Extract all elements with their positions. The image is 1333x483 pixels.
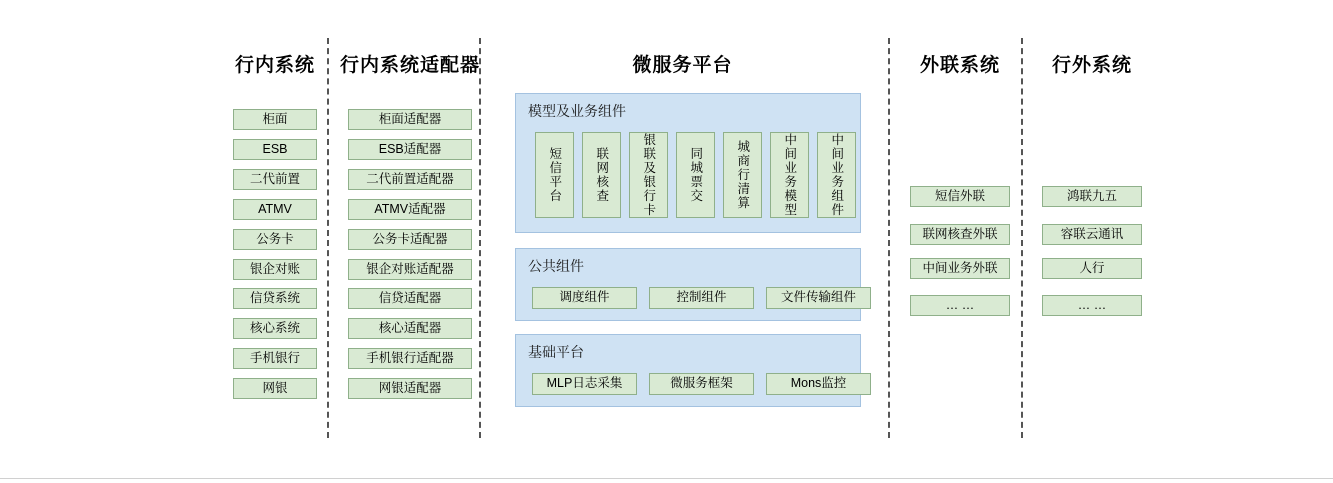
chip-base-2[interactable]: Mons监控	[766, 373, 871, 395]
chip-adapter-5[interactable]: 银企对账适配器	[348, 259, 472, 280]
column-internal-systems	[215, 0, 335, 483]
chip-external-link-0[interactable]: 短信外联	[910, 186, 1010, 207]
column-microservice-platform	[495, 0, 870, 483]
chip-common-2[interactable]: 文件传输组件	[766, 287, 871, 309]
chip-external-0[interactable]: 鸿联九五	[1042, 186, 1142, 207]
column-adapters	[340, 0, 480, 483]
divider-1	[327, 38, 329, 438]
chip-internal-9[interactable]: 网银	[233, 378, 317, 399]
divider-2	[479, 38, 481, 438]
chip-internal-7[interactable]: 核心系统	[233, 318, 317, 339]
column-title-platform: 微服务平台	[632, 55, 733, 76]
chip-internal-0[interactable]: 柜面	[233, 109, 317, 130]
chip-external-3[interactable]: … …	[1042, 295, 1142, 316]
chip-base-1[interactable]: 微服务框架	[649, 373, 754, 395]
chip-internal-8[interactable]: 手机银行	[233, 348, 317, 369]
vchip-model-5[interactable]: 中间业务模型	[770, 132, 809, 218]
chip-external-link-3[interactable]: … …	[910, 295, 1010, 316]
panel-label-common-components: 公共组件	[528, 258, 584, 274]
chip-internal-4[interactable]: 公务卡	[233, 229, 317, 250]
chip-common-0[interactable]: 调度组件	[532, 287, 637, 309]
chip-internal-1[interactable]: ESB	[233, 139, 317, 160]
chip-adapter-3[interactable]: ATMV适配器	[348, 199, 472, 220]
chip-adapter-4[interactable]: 公务卡适配器	[348, 229, 472, 250]
chip-internal-2[interactable]: 二代前置	[233, 169, 317, 190]
chip-internal-5[interactable]: 银企对账	[233, 259, 317, 280]
chip-common-1[interactable]: 控制组件	[649, 287, 754, 309]
chip-internal-6[interactable]: 信贷系统	[233, 288, 317, 309]
vchip-model-2[interactable]: 银联及银行卡	[629, 132, 668, 218]
chip-external-link-2[interactable]: 中间业务外联	[910, 258, 1010, 279]
divider-3	[888, 38, 890, 438]
chip-adapter-8[interactable]: 手机银行适配器	[348, 348, 472, 369]
column-external-link-systems	[900, 0, 1020, 483]
chip-adapter-6[interactable]: 信贷适配器	[348, 288, 472, 309]
chip-adapter-9[interactable]: 网银适配器	[348, 378, 472, 399]
column-external-systems	[1032, 0, 1152, 483]
panel-common-components	[515, 248, 861, 321]
chip-base-0[interactable]: MLP日志采集	[532, 373, 637, 395]
vchip-model-4[interactable]: 城商行清算	[723, 132, 762, 218]
panel-label-base-platform: 基础平台	[528, 344, 584, 360]
column-title-internal-systems: 行内系统	[234, 55, 315, 76]
column-title-external-link: 外联系统	[919, 55, 1000, 76]
chip-external-1[interactable]: 容联云通讯	[1042, 224, 1142, 245]
column-title-adapters: 行内系统适配器	[340, 55, 481, 76]
chip-internal-3[interactable]: ATMV	[233, 199, 317, 220]
panel-label-model-business-components: 模型及业务组件	[528, 103, 626, 119]
bottom-divider	[0, 478, 1333, 479]
chip-adapter-7[interactable]: 核心适配器	[348, 318, 472, 339]
column-title-external-systems: 行外系统	[1051, 55, 1132, 76]
panel-base-platform	[515, 334, 861, 407]
chip-adapter-0[interactable]: 柜面适配器	[348, 109, 472, 130]
chip-adapter-1[interactable]: ESB适配器	[348, 139, 472, 160]
chip-external-link-1[interactable]: 联网核查外联	[910, 224, 1010, 245]
divider-4	[1021, 38, 1023, 438]
vchip-model-1[interactable]: 联网核查	[582, 132, 621, 218]
vchip-model-6[interactable]: 中间业务组件	[817, 132, 856, 218]
chip-external-2[interactable]: 人行	[1042, 258, 1142, 279]
panel-model-business-components	[515, 93, 861, 233]
vchip-model-0[interactable]: 短信平台	[535, 132, 574, 218]
vchip-model-3[interactable]: 同城票交	[676, 132, 715, 218]
chip-adapter-2[interactable]: 二代前置适配器	[348, 169, 472, 190]
